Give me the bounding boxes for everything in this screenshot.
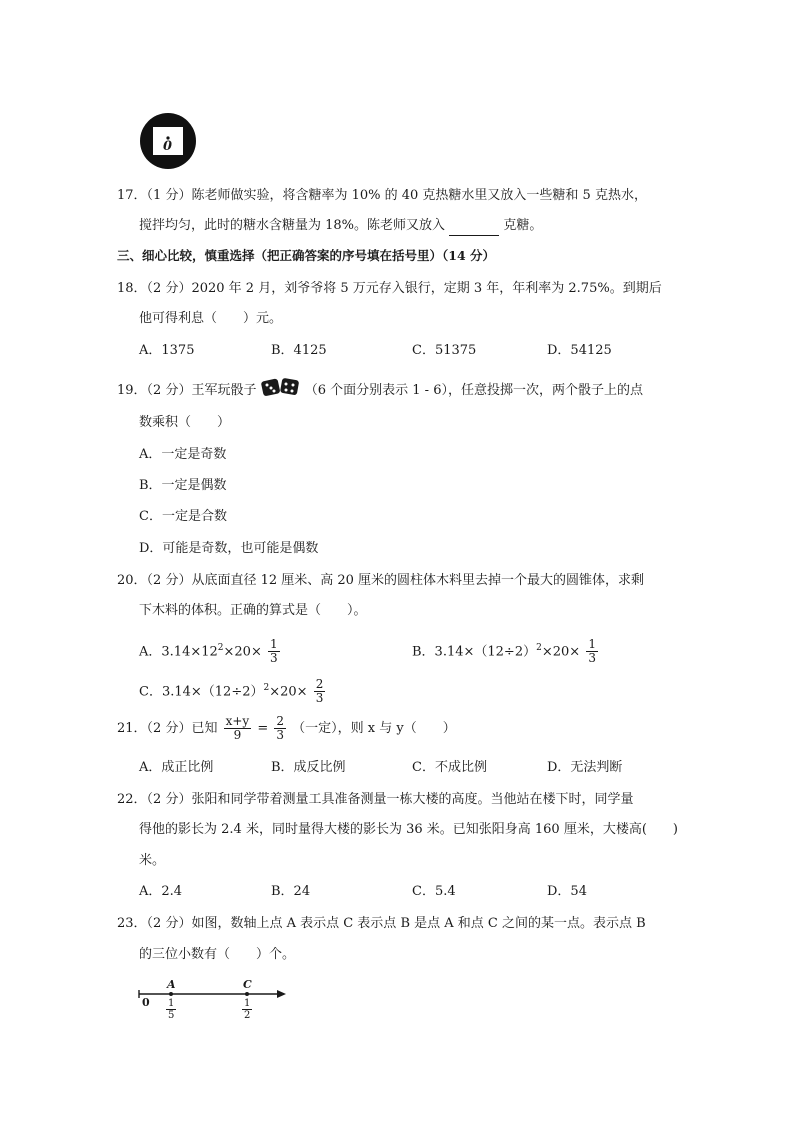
q20-line1: 20．（2 分）从底面直径 12 厘米、高 20 厘米的圆柱体木料里去掉一个最大的圆锥体，求剩 (117, 573, 645, 588)
q19-option-d[interactable]: D．可能是奇数，也可能是偶数 (139, 541, 319, 556)
q17-text: 搅拌均匀，此时的糖水含糖量为 18%。陈老师又放入 (139, 218, 446, 233)
q21-fraction-2 (274, 715, 286, 742)
q20-a-text: A．3.14×12 (139, 644, 218, 660)
q20-a-sup: 2 (217, 643, 224, 653)
q21-option-c[interactable]: C．不成比例 (412, 760, 487, 775)
q22-option-b[interactable]: B．24 (271, 884, 311, 899)
q19-option-a[interactable]: A．一定是奇数 (139, 447, 227, 462)
q17-unit: 克糖。 (503, 218, 543, 233)
section-heading: 三、细心比较，慎重选择（把正确答案的序号填在括号里）（14 分） (117, 248, 495, 263)
q19-option-b[interactable]: B．一定是偶数 (139, 478, 227, 493)
q20-b-sup: 2 (536, 643, 542, 653)
point-a-label: A (167, 978, 176, 991)
q20-c-text: C．3.14×（12÷2） (139, 684, 264, 700)
q20-c-num: 2 (315, 677, 324, 692)
q21-fraction-1 (224, 715, 252, 742)
q18-option-b[interactable]: B．4125 (271, 343, 327, 358)
q19-line1 (117, 377, 643, 404)
q19-text-a: 19．（2 分）王军玩骰子 (117, 383, 257, 398)
q21-suffix: （一定），则 x 与 y（ ） (292, 721, 456, 736)
q20-line2: 下木料的体积。正确的算式是（ ）。 (139, 603, 367, 618)
q20-c-fraction (314, 678, 326, 705)
dice-icon (261, 377, 301, 404)
q21-f2-num: 2 (276, 714, 285, 728)
q22-option-a[interactable]: A．2.4 (139, 884, 183, 899)
axis-zero-label: 0 (142, 996, 150, 1009)
point-c-label: C (243, 978, 252, 991)
q20-c-sup: 2 (263, 683, 270, 693)
q21-f1-den: 9 (233, 728, 242, 742)
q21-option-b[interactable]: B．成反比例 (271, 760, 346, 775)
q20-b-text: B．3.14×（12÷2） (412, 644, 537, 660)
q20-option-c[interactable] (139, 673, 327, 707)
number-line-figure (138, 978, 288, 1028)
point-a-fraction (166, 998, 176, 1021)
q21-f2-den: 3 (276, 728, 285, 742)
q20-option-b[interactable] (412, 633, 600, 667)
q20-a-num: 1 (269, 637, 278, 652)
q18-option-d[interactable]: D．54125 (547, 343, 612, 358)
clock-digit: 0 (163, 139, 173, 154)
q18-option-c[interactable]: C．51375 (412, 343, 477, 358)
q18-option-a[interactable]: A．1375 (139, 343, 195, 358)
q20-a-fraction (268, 638, 280, 665)
q18-line1: 18．（2 分）2020 年 2 月，刘爷爷将 5 万元存入银行，定期 3 年，年利率为 2.75%。到期后 (117, 281, 662, 296)
q20-b-num: 1 (588, 637, 596, 652)
q22-line1: 22．（2 分）张阳和同学带着测量工具准备测量一栋大楼的高度。当他站在楼下时，同学量 (117, 792, 634, 807)
q22-option-d[interactable]: D．54 (547, 884, 587, 899)
number-line (138, 978, 288, 1028)
q19-line2: 数乘积（ ） (139, 415, 231, 430)
q21-option-a[interactable]: A．成正比例 (139, 760, 214, 775)
q20-b-fraction (586, 638, 598, 665)
q22-option-c[interactable]: C．5.4 (412, 884, 456, 899)
q20-a-den: 3 (269, 651, 278, 666)
q17-answer-blank[interactable] (449, 221, 499, 236)
q22-line3: 米。 (139, 853, 166, 868)
clock-figure (139, 112, 197, 170)
point-a-num: 1 (168, 998, 175, 1009)
q17-line1: 17．（1 分）陈老师做实验，将含糖率为 10% 的 40 克热糖水里又放入一些糖和 5 克热水， (117, 188, 647, 203)
point-c-fraction (242, 998, 252, 1021)
point-c-num: 1 (244, 998, 251, 1009)
q19-text-b: （6 个面分别表示 1 - 6），任意投掷一次，两个骰子上的点 (304, 383, 643, 398)
q20-b-den: 3 (588, 651, 596, 666)
point-a-den: 5 (168, 1010, 175, 1021)
q20-c-den: 3 (315, 691, 324, 706)
q23-line1: 23．（2 分）如图，数轴上点 A 表示点 C 表示点 B 是点 A 和点 C 之间的某一点。表示点 B (117, 916, 646, 931)
q22-line2: 得他的影长为 2.4 米，同时量得大楼的影长为 36 米。已知张阳身高 160 厘米，大楼高( ) (139, 822, 678, 837)
q20-a-tail: ×20× (223, 644, 262, 660)
q21-line1 (117, 714, 456, 744)
q20-c-tail: ×20× (269, 684, 308, 700)
q21-f1-num: x+y (225, 714, 250, 728)
q20-b-tail: ×20× (541, 644, 581, 660)
q21-equals: = (257, 721, 269, 736)
q21-prefix: 21．（2 分）已知 (117, 721, 218, 736)
point-c-den: 2 (244, 1010, 251, 1021)
q18-line2: 他可得利息（ ）元。 (139, 311, 283, 326)
q23-line2: 的三位小数有（ ）个。 (139, 947, 296, 962)
q21-option-d[interactable]: D．无法判断 (547, 760, 623, 775)
q20-option-a[interactable] (139, 633, 282, 667)
q17-line2 (139, 216, 542, 236)
q19-option-c[interactable]: C．一定是合数 (139, 509, 227, 524)
